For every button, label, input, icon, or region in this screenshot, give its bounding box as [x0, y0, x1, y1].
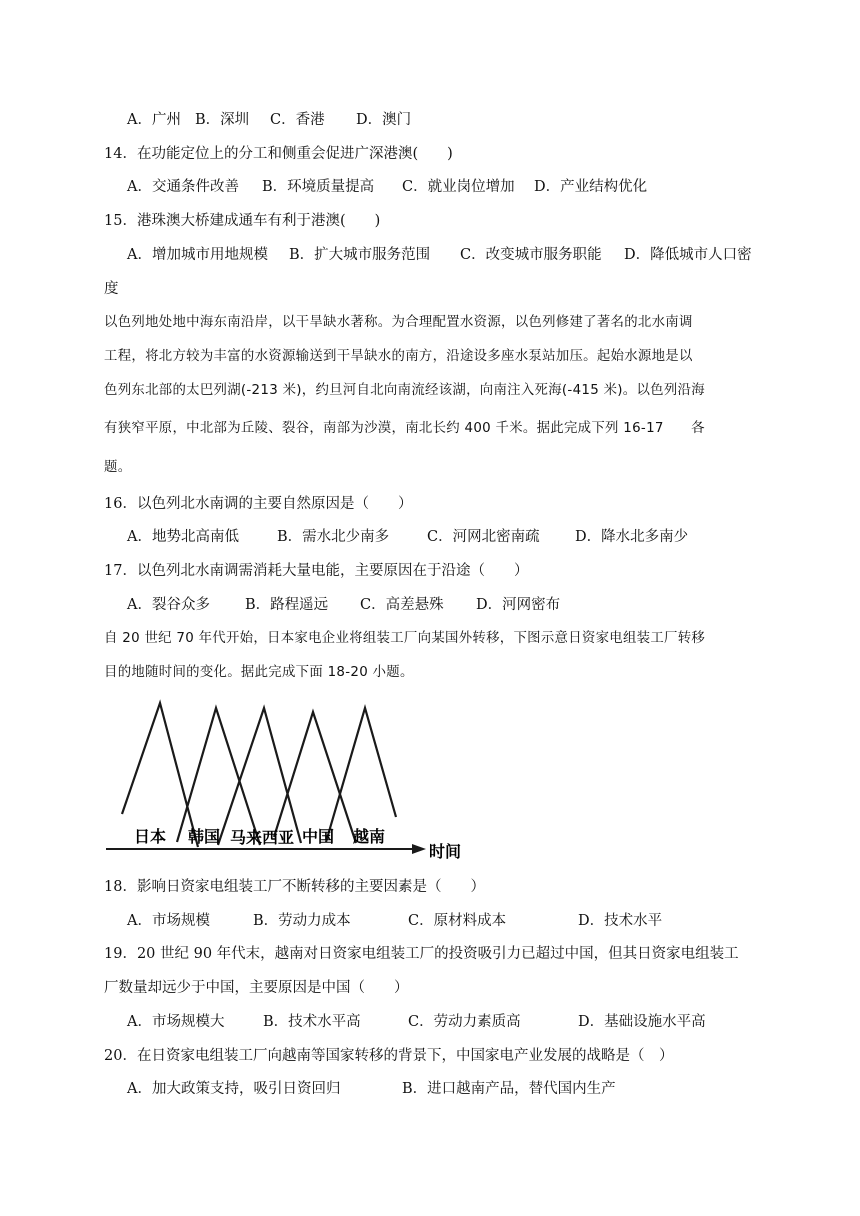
passage-israel-line-3: 色列东北部的太巴列湖(-213 米)，约旦河自北向南流经该湖，向南注入死海(-415 米)。以色列沿海	[104, 383, 705, 398]
q19-options	[127, 1012, 706, 1032]
q18-stem: 18．影响日资家电组装工厂不断转移的主要因素是（ ）	[104, 879, 485, 895]
q16-option-a: A．地势北高南低	[127, 529, 239, 545]
q17-options	[127, 595, 560, 615]
q15-option-c: C．改变城市服务职能	[460, 247, 602, 263]
q14-options	[127, 177, 647, 197]
q17-option-a: A．裂谷众多	[127, 597, 210, 613]
label-japan: 日本	[134, 827, 167, 846]
q13-option-b: B．深圳	[195, 112, 250, 128]
q13-option-c: C．香港	[270, 112, 325, 128]
q19-option-a: A．市场规模大	[127, 1014, 225, 1030]
label-malaysia: 马来西亚	[230, 828, 295, 847]
transfer-peaks	[122, 703, 396, 847]
peak-japan	[122, 703, 198, 847]
q17-option-c: C．高差悬殊	[360, 597, 444, 613]
q15-option-d: D．降低城市人口密	[624, 247, 752, 263]
q15-option-b: B．扩大城市服务范围	[289, 247, 431, 263]
q16-option-d: D．降水北多南少	[575, 529, 689, 545]
q14-option-a: A．交通条件改善	[127, 179, 239, 195]
peak-vietnam	[326, 708, 396, 842]
peak-malaysia	[218, 708, 301, 845]
q20-stem: 20．在日资家电组装工厂向越南等国家转移的背景下，中国家电产业发展的战略是（ ）	[104, 1048, 674, 1064]
label-vietnam: 越南	[353, 827, 386, 846]
q18-option-b: B．劳动力成本	[253, 913, 351, 929]
q16-option-c: C．河网北密南疏	[427, 529, 540, 545]
q14-option-c: C．就业岗位增加	[402, 179, 515, 195]
passage-israel-line-2: 工程，将北方较为丰富的水资源输送到干旱缺水的南方，沿途设多座水泵站加压。起始水源地是以	[104, 349, 693, 364]
q18-option-c: C．原材料成本	[408, 913, 507, 929]
q13-option-a: A．广州	[127, 112, 181, 128]
q19-option-c: C．劳动力素质高	[408, 1014, 521, 1030]
peak-korea	[177, 708, 260, 845]
q19-stem-line-2: 厂数量却远少于中国，主要原因是中国（ ）	[104, 980, 409, 996]
q14-option-d: D．产业结构优化	[534, 179, 648, 195]
q20-options	[127, 1079, 616, 1099]
q14-stem: 14．在功能定位上的分工和侧重会促进广深港澳( )	[104, 146, 453, 162]
factory-transfer-figure	[100, 698, 480, 863]
q15-option-wrap: 度	[104, 281, 119, 297]
q13-options	[127, 110, 411, 130]
label-korea: 韩国	[188, 827, 221, 846]
q15-options	[127, 245, 752, 265]
passage-israel-line-1: 以色列地处地中海东南沿岸，以干旱缺水著称。为合理配置水资源，以色列修建了著名的北水南调	[104, 315, 693, 330]
q19-option-b: B．技术水平高	[263, 1014, 361, 1030]
q17-stem: 17．以色列北水南调需消耗大量电能，主要原因在于沿途（ ）	[104, 563, 529, 579]
passage-japan-line-2: 目的地随时间的变化。据此完成下面 18-20 小题。	[104, 665, 414, 680]
passage-israel-line-5: 题。	[104, 460, 132, 475]
q16-stem: 16．以色列北水南调的主要自然原因是（ ）	[104, 496, 413, 512]
q17-option-b: B．路程遥远	[245, 597, 329, 613]
passage-israel-line-4: 有狭窄平原，中北部为丘陵、裂谷，南部为沙漠，南北长约 400 千米。据此完成下列 16-17 各	[104, 421, 705, 436]
q15-stem: 15．港珠澳大桥建成通车有利于港澳( )	[104, 213, 381, 229]
q17-option-d: D．河网密布	[476, 597, 561, 613]
time-axis-arrow	[412, 844, 426, 854]
q19-option-d: D．基础设施水平高	[578, 1014, 706, 1030]
q18-options	[127, 911, 662, 931]
q20-option-a: A．加大政策支持，吸引日资回归	[127, 1081, 341, 1097]
q16-options	[127, 527, 688, 547]
q16-option-b: B．需水北少南多	[277, 529, 390, 545]
time-axis-label: 时间	[429, 842, 462, 861]
q18-option-d: D．技术水平	[578, 913, 663, 929]
q20-option-b: B．进口越南产品，替代国内生产	[402, 1081, 616, 1097]
q15-option-a: A．增加城市用地规模	[127, 247, 268, 263]
q13-option-d: D．澳门	[356, 112, 412, 128]
q18-option-a: A．市场规模	[127, 913, 210, 929]
passage-japan-line-1: 自 20 世纪 70 年代开始，日本家电企业将组装工厂向某国外转移，下图示意日资家电组装工厂转移	[104, 631, 706, 646]
label-china: 中国	[302, 827, 335, 846]
q14-option-b: B．环境质量提高	[262, 179, 375, 195]
q19-stem-line-1: 19．20 世纪 90 年代末，越南对日资家电组装工厂的投资吸引力已超过中国，但其日资家电组装工	[104, 946, 739, 962]
